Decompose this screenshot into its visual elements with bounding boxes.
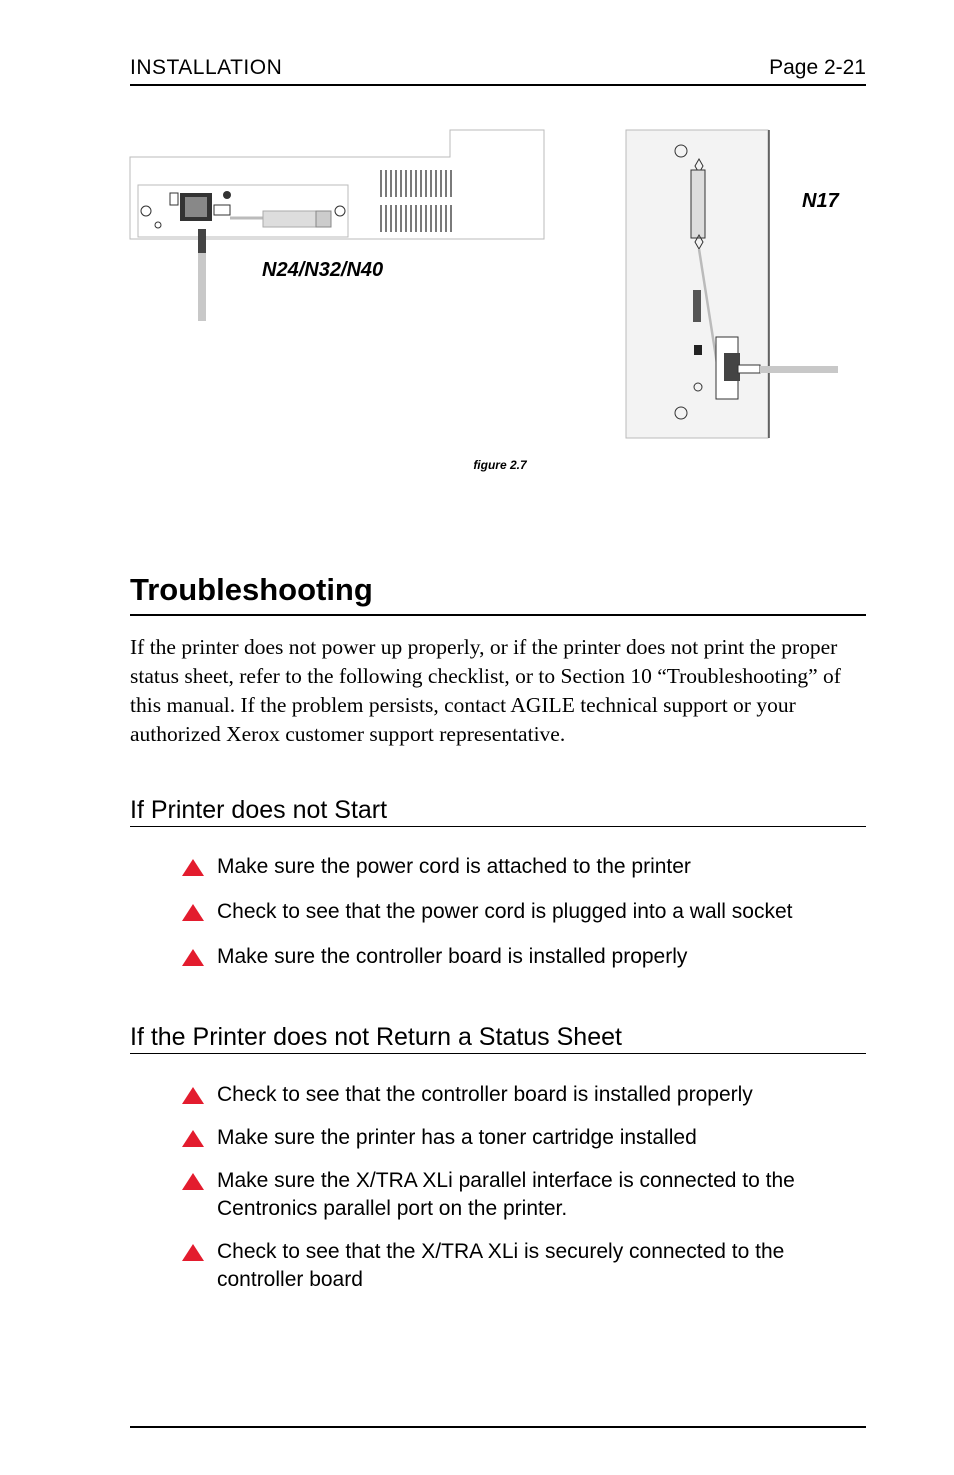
troubleshooting-intro: If the printer does not power up properly, or if the printer does not print the proper status sheet, refer to the following checklist, or to Section 10 “Troubleshooting” of this manual. If the problem persists, contact AGILE technical support or your authorized Xerox customer support representative. (130, 635, 841, 746)
list-item: Make sure the power cord is attached to the printer (182, 853, 802, 881)
status-section-heading: If the Printer does not Return a Status Sheet (130, 1023, 866, 1054)
figure-label-n24: N24/N32/N40 (262, 259, 384, 281)
printer-back-panel-left (130, 130, 544, 321)
list-item: Make sure the controller board is installed properly (182, 943, 802, 971)
list-item: Make sure the printer has a toner cartridge installed (182, 1124, 802, 1152)
warning-triangle-icon (182, 1087, 204, 1104)
printer-back-panel-right (626, 130, 838, 438)
list-item: Check to see that the X/TRA XLi is securely connected to the controller board (182, 1238, 802, 1294)
warning-triangle-icon (182, 1130, 204, 1147)
figure-drawing (128, 125, 848, 445)
warning-triangle-icon (182, 1244, 204, 1261)
figure-caption: figure 2.7 (473, 458, 527, 472)
start-checklist (182, 853, 802, 971)
section-name: INSTALLATION (130, 56, 283, 79)
figure-label-n17: N17 (802, 190, 839, 212)
warning-triangle-icon (182, 949, 204, 966)
warning-triangle-icon (182, 1173, 204, 1190)
start-section-heading: If Printer does not Start (130, 796, 866, 827)
footer-rule (130, 1426, 866, 1428)
warning-triangle-icon (182, 859, 204, 876)
list-item: Make sure the X/TRA XLi parallel interface is connected to the Centronics parallel port on the printer. (182, 1167, 802, 1223)
page-number: Page 2-21 (769, 56, 866, 79)
warning-triangle-icon (182, 904, 204, 921)
list-item: Check to see that the controller board is installed properly (182, 1081, 802, 1109)
troubleshooting-heading: Troubleshooting (130, 572, 866, 616)
status-checklist (182, 1081, 802, 1294)
installation-figure (128, 125, 848, 445)
list-item: Check to see that the power cord is plugged into a wall socket (182, 898, 802, 926)
page-header (130, 56, 866, 86)
